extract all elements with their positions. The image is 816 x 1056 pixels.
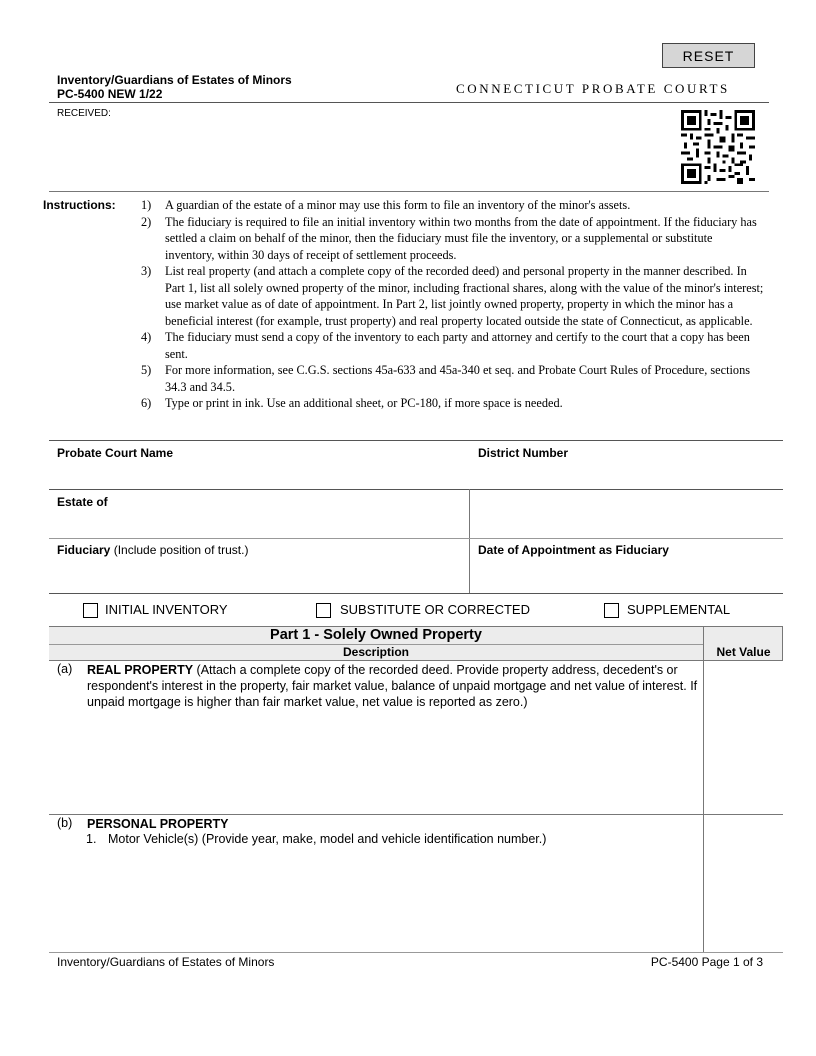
date-of-appointment-field[interactable]: Date of Appointment as Fiduciary — [478, 543, 669, 557]
grid-divider — [49, 489, 783, 490]
supplemental-label: SUPPLEMENTAL — [627, 602, 731, 617]
net-value-column-divider — [703, 626, 704, 953]
district-number-field[interactable]: District Number — [478, 446, 569, 460]
substitute-corrected-checkbox[interactable] — [316, 603, 331, 618]
form-number: PC-5400 NEW 1/22 — [57, 87, 163, 101]
instruction-item: 3) List real property (and attach a complete copy of the recorded deed) and personal property in the manner described. In Part 1, list all solely owned property of the minor, including fractional shares, along with the value of the minor's interest; use market value as of date of appointment. In Part 2, list jointly owned property, property in which the minor has a beneficial interest (for example, trust property) and real property located outside the state of Connecticut, as applicable. — [141, 264, 764, 328]
supplemental-checkbox[interactable] — [604, 603, 619, 618]
real-property-instructions: (Attach a complete copy of the recorded deed. Provide property address, decedent's or respondent's interest in the property, fair market value, balance of unpaid mortgage and net value of interest. If unpaid mortgage is higher than fair market value, net value is reported as zero.) — [87, 663, 698, 709]
motor-vehicle-description[interactable]: Motor Vehicle(s) (Provide year, make, model and vehicle identification number.) — [108, 832, 547, 846]
motor-vehicle-num: 1. — [86, 832, 97, 846]
form-title: Inventory/Guardians of Estates of Minors — [57, 73, 292, 87]
net-value-header: Net Value — [716, 645, 771, 659]
table-border — [782, 626, 783, 660]
footer-form-title: Inventory/Guardians of Estates of Minors — [57, 955, 275, 969]
instruction-item: 5) For more information, see C.G.S. sections 45a-633 and 45a-340 et seq. and Probate Court Rules of Procedure, sections 34.3 and 34.5. — [141, 363, 751, 394]
instruction-item: 4) The fiduciary must send a copy of the inventory to each party and attorney and certify to the court that a copy has been sent. — [141, 330, 750, 361]
section-divider — [49, 814, 783, 815]
grid-divider — [49, 593, 783, 594]
initial-inventory-checkbox[interactable] — [83, 603, 98, 618]
fiduciary-field[interactable]: Fiduciary (Include position of trust.) — [57, 543, 249, 557]
description-header: Description — [342, 645, 409, 659]
instruction-item: 6) Type or print in ink. Use an additional sheet, or PC-180, if more space is needed. — [141, 396, 563, 410]
part1-title: Part 1 - Solely Owned Property — [270, 627, 482, 643]
footer-page-number: PC-5400 Page 1 of 3 — [650, 955, 763, 969]
qr-code-icon — [681, 110, 755, 184]
form-grid-top — [49, 440, 783, 441]
instructions-list — [134, 197, 764, 412]
table-border — [49, 660, 783, 661]
section-a-letter: (a) — [57, 662, 73, 676]
personal-property-title: PERSONAL PROPERTY — [87, 817, 229, 831]
header-divider — [49, 102, 769, 103]
estate-of-field[interactable]: Estate of — [57, 495, 108, 509]
fiduciary-note: (Include position of trust.) — [113, 543, 249, 557]
section-b-letter: (b) — [57, 816, 73, 830]
initial-inventory-label: INITIAL INVENTORY — [105, 602, 228, 617]
grid-divider — [49, 538, 783, 539]
grid-divider — [469, 489, 470, 593]
instruction-item: 1) A guardian of the estate of a minor may use this form to file an inventory of the minor's assets. — [141, 198, 631, 212]
instructions-divider — [49, 191, 769, 192]
court-name: CONNECTICUT PROBATE COURTS — [456, 81, 730, 96]
instruction-item: 2) The fiduciary is required to file an initial inventory within two months from the date of appointment. If the fiduciary has settled a claim on behalf of the minor, then the fiduciary must file the inventory, or a supplemental or substitute inventory, within 30 days of receipt of settlement proceeds. — [141, 214, 757, 262]
footer-divider — [49, 952, 783, 953]
real-property-description[interactable] — [87, 662, 699, 710]
substitute-corrected-label: SUBSTITUTE OR CORRECTED — [340, 602, 530, 617]
probate-court-name-field[interactable]: Probate Court Name — [57, 446, 174, 460]
instructions-label: Instructions: — [43, 198, 116, 212]
reset-button[interactable]: RESET — [662, 43, 755, 68]
received-label: RECEIVED: — [57, 108, 111, 119]
real-property-title: REAL PROPERTY — [87, 663, 194, 677]
